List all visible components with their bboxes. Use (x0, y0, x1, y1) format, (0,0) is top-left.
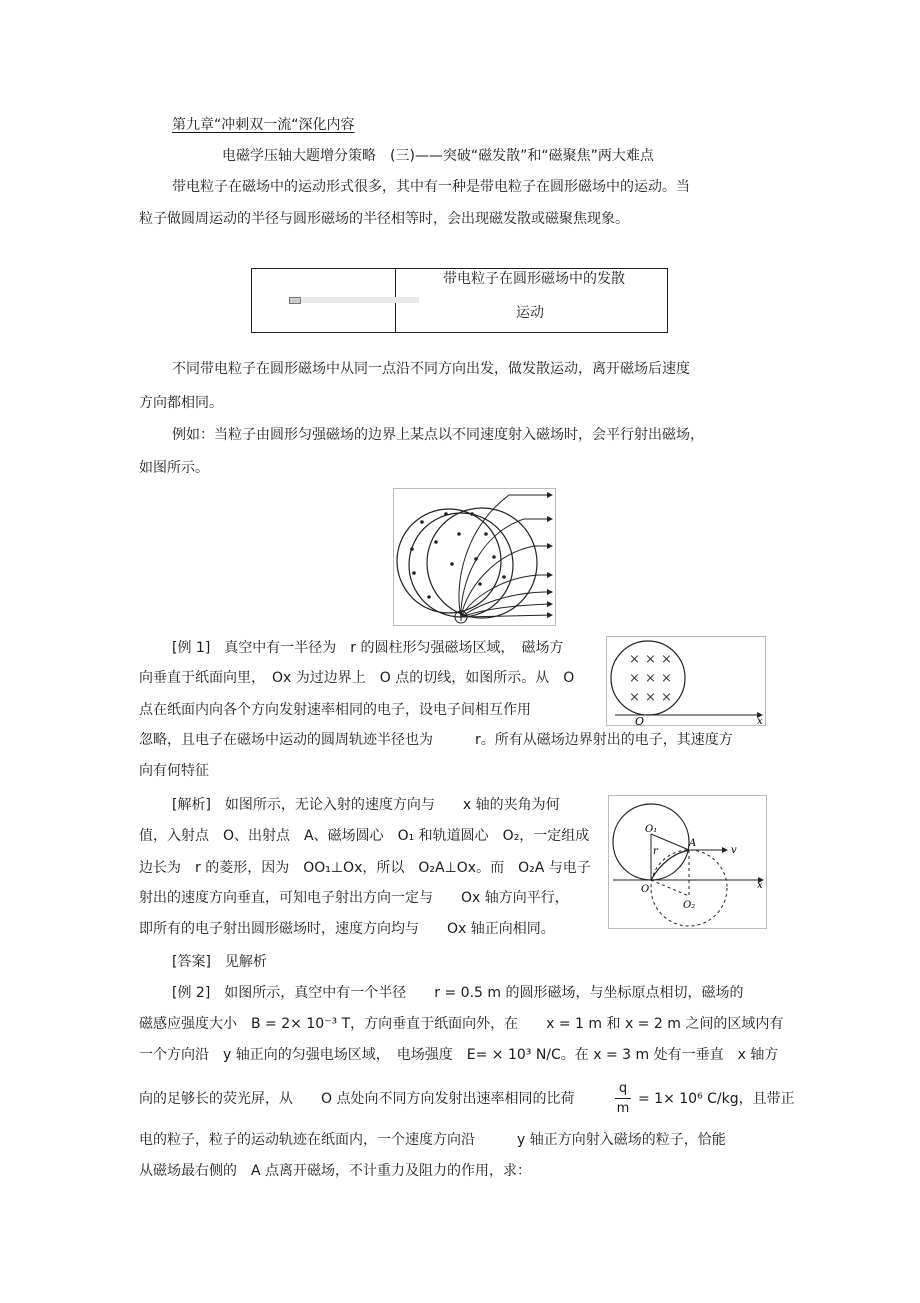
x-axis-label: x (757, 880, 763, 891)
cross-mark: × (645, 671, 656, 686)
ex2-line-1: [例 2] 如图所示，真空中有一个半径 r = 0.5 m 的圆形磁场，与坐标原点相切，磁场的 (172, 985, 744, 1001)
frac-bar (615, 1098, 631, 1099)
o1-label: O₁ (645, 824, 658, 835)
cross-mark: × (661, 671, 672, 686)
intro-line-2: 粒子做圆周运动的半径与圆形磁场的半径相等时，会出现磁发散或磁聚焦现象。 (139, 211, 629, 227)
ex1-line-3: 点在纸面内向各个方向发射速率相同的电子，设电子间相互作用 (139, 702, 531, 718)
ex2-line-2: 磁感应强度大小 B = 2× 10⁻³ T，方向垂直于纸面向外，在 x = 1 m 和 x = 2 m 之间的区域内有 (139, 1016, 784, 1032)
cross-mark: × (645, 690, 656, 705)
frac-numerator: q (618, 1081, 628, 1096)
example-line-2: 如图所示。 (139, 460, 209, 476)
cross-mark: × (629, 671, 640, 686)
diverge-line-2: 方向都相同。 (139, 395, 223, 411)
v-label: v (731, 845, 737, 856)
table-title-line-2: 运动 (516, 305, 544, 321)
ex2-line-4a: 向的足够长的荧光屏，从 O 点处向不同方向发射出速率相同的比荷 (139, 1091, 575, 1107)
analysis-line-2: 值，入射点 O、出射点 A、磁场圆心 O₁ 和轨道圆心 O₂，一定组成 (139, 828, 590, 844)
analysis-line-1: [解析] 如图所示，无论入射的速度方向与 x 轴的夹角为何 (172, 797, 560, 813)
ex2-line-3: 一个方向沿 y 轴正向的匀强电场区域， 电场强度 E= × 10³ N/C。在 x = 3 m 处有一垂直 x 轴方 (139, 1047, 779, 1063)
field-dots (410, 512, 506, 599)
divergence-figure (393, 488, 556, 626)
ex2-line-6: 从磁场最右侧的 A 点离开磁场，不计重力及阻力的作用，求： (139, 1163, 532, 1179)
ex1-line-1: [例 1] 真空中有一半径为 r 的圆柱形匀强磁场区域， 磁场方 (172, 640, 564, 656)
section-title: 电磁学压轴大题增分策略 (三)——突破“磁发散”和“磁聚焦”两大难点 (222, 148, 654, 164)
cross-marks (629, 652, 672, 705)
cross-mark: × (629, 690, 640, 705)
diverge-line-1: 不同带电粒子在圆形磁场中从同一点沿不同方向出发，做发散运动，离开磁场后速度 (172, 361, 690, 377)
ex2-line-4b: = 1× 10⁶ C/kg，且带正 (638, 1091, 795, 1107)
o-label: O (641, 884, 650, 895)
charge-mass-ratio (612, 1082, 634, 1115)
cross-mark: × (645, 652, 656, 667)
placeholder-icon (289, 297, 301, 304)
cross-mark: × (661, 690, 672, 705)
field-circle-1 (397, 509, 501, 613)
ex1-line-5: 向有何特征 (139, 763, 209, 779)
ex2-line-5: 电的粒子，粒子的运动轨迹在纸面内，一个速度方向沿 y 轴正方向射入磁场的粒子，恰能 (139, 1132, 726, 1148)
example-line-1: 例如：当粒子由圆形匀强磁场的边界上某点以不同速度射入磁场时，会平行射出磁场， (172, 427, 704, 443)
ex1-line-4: 忽略，且电子在磁场中运动的圆周轨迹半径也为 r。所有从磁场边界射出的电子，其速度方 (139, 732, 733, 748)
ex1-figure (606, 636, 766, 726)
field-circle-2 (409, 513, 513, 617)
trajectory-2 (461, 519, 552, 617)
analysis-figure (608, 795, 767, 929)
intro-line-1: 带电粒子在磁场中的运动形式很多，其中有一种是带电粒子在圆形磁场中的运动。当 (172, 179, 690, 195)
cross-mark: × (629, 652, 640, 667)
trajectory-4 (461, 575, 552, 617)
chapter-title: 第九章“冲刺双一流“深化内容 (172, 117, 355, 133)
cross-mark: × (661, 652, 672, 667)
r-label: r (653, 846, 658, 857)
ex1-line-2: 向垂直于纸面向里， Ox 为过边界上 O 点的切线，如图所示。从 O (139, 670, 575, 686)
a-label: A (689, 838, 697, 849)
x-axis-label: x (757, 716, 763, 725)
analysis-line-4: 射出的速度方向垂直，可知电子射出方向一定与 Ox 轴方向平行， (139, 890, 569, 906)
origin-label: O (635, 715, 645, 725)
answer: [答案] 见解析 (172, 954, 267, 970)
radius-oo2 (651, 880, 689, 896)
o2-label: O₂ (683, 900, 696, 911)
analysis-line-5: 即所有的电子射出圆形磁场时，速度方向均与 Ox 轴正向相同。 (139, 921, 555, 937)
analysis-line-3: 边长为 r 的菱形，因为 OO₁⊥Ox，所以 O₂A⊥Ox。而 O₂A 与电子 (139, 860, 591, 876)
table-image-placeholder (289, 297, 419, 303)
table-title-line-1: 带电粒子在圆形磁场中的发散 (443, 271, 625, 287)
frac-denominator: m (616, 1101, 630, 1116)
